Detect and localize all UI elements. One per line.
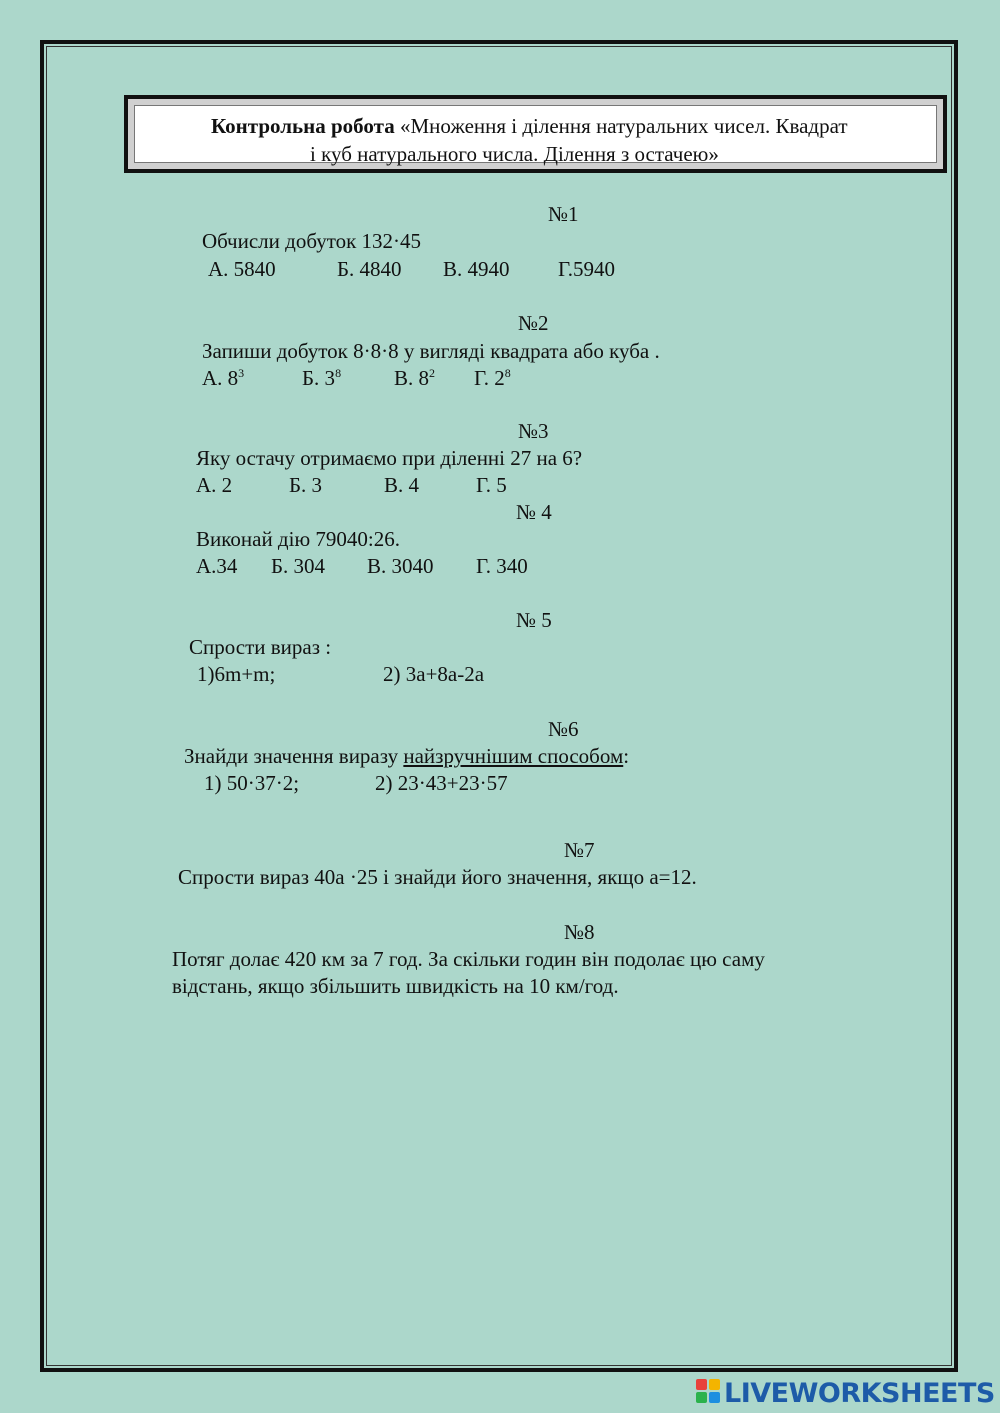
task-2-option-c [394,368,435,389]
task-3-option-c: В. 4 [384,473,420,497]
title-line-1 [211,114,848,139]
task-1-option-d: Г.5940 [558,257,616,281]
task-7-number: №7 [564,838,595,862]
option-exponent: 2 [429,366,436,380]
task-2-option-a [202,368,244,389]
page-frame-inner [46,46,952,1366]
task-2-option-d [474,368,511,389]
title-line1-rest: «Множення і ділення натуральних чисел. Квадрат [394,114,848,138]
task-3-question: Яку остачу отримаємо при діленні 27 на 6? [196,446,583,470]
task-7-question: Спрости вираз 40а ·25 і знайди його значення, якщо а=12. [178,865,697,889]
task-1-option-c: В. 4940 [443,257,510,281]
liveworksheets-logo [696,1378,995,1408]
task-8-number: №8 [564,920,595,944]
task-2-number: №2 [518,311,549,335]
title-line-2: і куб натурального числа. Ділення з остачею» [310,142,719,166]
task-6-part-1: 1) 50·37·2; [204,771,300,795]
logo-text: LIVEWORKSHEETS [724,1378,995,1409]
task-1-question: Обчисли добуток 132·45 [202,229,422,253]
option-label: Г. 2 [474,366,505,390]
task-4-question: Виконай дію 79040:26. [196,527,400,551]
task-1-option-b: Б. 4840 [337,257,402,281]
task-1-number: №1 [548,202,579,226]
question-text-end: : [623,744,630,768]
task-5-number: № 5 [516,608,552,632]
question-underlined-text: найзручнішим способом [403,744,624,768]
task-6-part-2: 2) 23·43+23·57 [375,771,508,795]
task-3-option-b: Б. 3 [289,473,323,497]
liveworksheets-logo-icon [696,1379,722,1405]
task-8-line-1: Потяг долає 420 км за 7 год. За скільки годин він подолає цю саму [172,947,765,971]
task-4-option-d: Г. 340 [476,554,528,578]
option-label: В. 8 [394,366,430,390]
option-exponent: 3 [238,366,245,380]
task-3-option-a: А. 2 [196,473,233,497]
task-4-number: № 4 [516,500,552,524]
option-label: Б. 3 [302,366,336,390]
task-4-option-a: А.34 [196,554,238,578]
option-exponent: 8 [504,366,511,380]
task-4-option-b: Б. 304 [271,554,326,578]
task-6-number: №6 [548,717,579,741]
task-4-option-c: В. 3040 [367,554,434,578]
task-6-question [184,746,629,767]
task-5-question: Спрости вираз : [189,635,332,659]
question-text: Знайди значення виразу [184,744,404,768]
task-3-option-d: Г. 5 [476,473,507,497]
task-2-option-b [302,368,341,389]
title-inner [134,105,937,166]
task-3-number: №3 [518,419,549,443]
task-5-part-2: 2) 3a+8a-2a [383,662,485,686]
option-label: А. 8 [202,366,239,390]
option-exponent: 8 [335,366,342,380]
title-bold: Контрольна робота [211,114,395,138]
task-8-line-2: відстань, якщо збільшить швидкість на 10 км/год. [172,974,619,998]
task-1-option-a: А. 5840 [208,257,276,281]
task-5-part-1: 1)6m+m; [197,662,276,686]
task-2-question: Запиши добуток 8·8·8 у вигляді квадрата або куба . [202,339,660,363]
title-box [124,95,947,173]
